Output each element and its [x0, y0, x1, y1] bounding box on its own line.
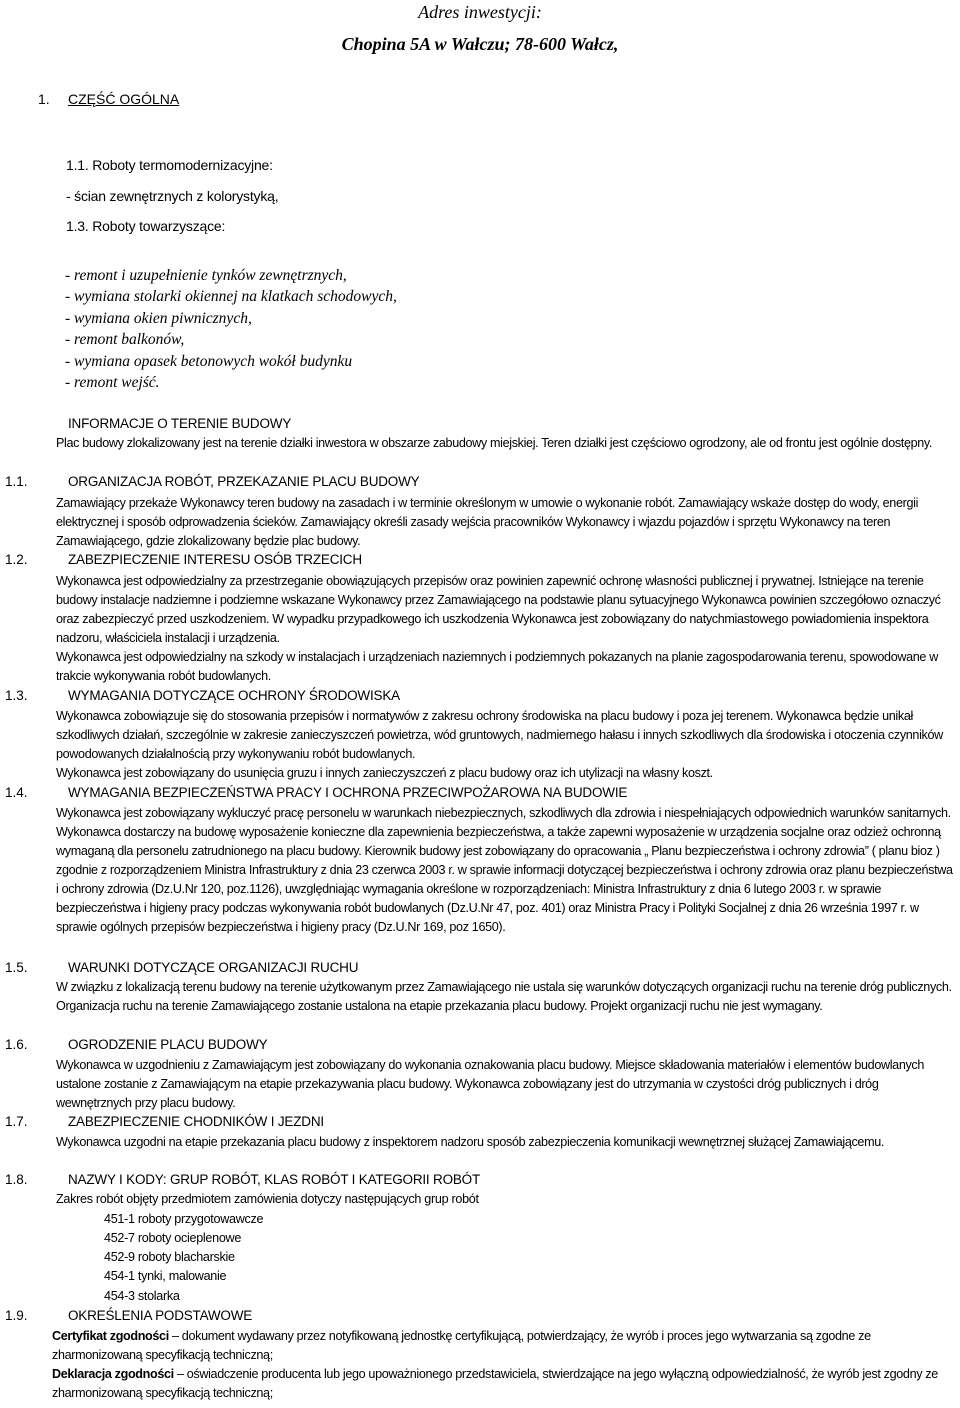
- section-text: Wykonawca uzgodni na etapie przekazania placu budowy z inspektorem nadzoru sposób zabezpieczenia komunikacji wewnętrznej służącej Zamawiającemu.: [56, 1135, 885, 1149]
- section-number: 1.1.: [5, 474, 28, 489]
- section-number: 1.7.: [5, 1114, 28, 1129]
- section-title: WYMAGANIA BEZPIECZEŃSTWA PRACY I OCHRONA PRZECIWPOŻAROWA NA BUDOWIE: [68, 785, 628, 800]
- definition-term: Certyfikat zgodności: [52, 1329, 169, 1343]
- definition-item: [52, 1327, 956, 1365]
- list-item: - remont i uzupełnienie tynków zewnętrznych,: [65, 267, 347, 284]
- section-title: WARUNKI DOTYCZĄCE ORGANIZACJI RUCHU: [68, 960, 359, 975]
- list-item: - wymiana okien piwnicznych,: [65, 309, 252, 327]
- definition-text: – oświadczenie producenta lub jego upoważnionego przedstawiciela, stwierdzające na jego wyłączną odpowiedzialność, że wyrób jest zgodny ze zharmonizowaną specyfikacją techniczną;: [52, 1367, 938, 1400]
- section-title: WYMAGANIA DOTYCZĄCE OCHRONY ŚRODOWISKA: [68, 688, 400, 703]
- part-heading-number: 1.: [38, 91, 50, 107]
- section-title: ORGANIZACJA ROBÓT, PRZEKAZANIE PLACU BUDOWY: [68, 474, 420, 489]
- code-item: 452-7 roboty ocieplenowe: [104, 1231, 242, 1245]
- code-item: 454-3 stolarka: [104, 1289, 180, 1303]
- section-text: Wykonawca jest odpowiedzialny za przestrzeganie obowiązujących przepisów oraz powinien zapewnić ochronę własności publicznej i prywatnej. Istniejące na terenie budowy instalacje nadziemne i podziemne wskazane Wykonawcy przez Zamawiającego na podstawie planu sytuacyjnego Wykonawca powinien szczegółowo oznaczyć oraz zabezpieczyć przed uszkodzeniem. W wypadku przypadkowego ich uszkodzenia Wykonawca jest zobowiązany do natychmiastowego powiadomienia inspektora nadzoru, właściciela instalacji i urządzenia. Wykonawca jest odpowiedzialny na szkody w instalacjach i urządzeniach naziemnych i podziemnych pokazanych na planie zagospodarowania terenu, spowodowane w trakcie wykonywania robót budowlanych.: [56, 574, 941, 683]
- info-title: INFORMACJE O TERENIE BUDOWY: [68, 416, 292, 431]
- section-number: 1.4.: [5, 785, 28, 800]
- section-number: 1.9.: [5, 1308, 28, 1323]
- section-title: OKREŚLENIA PODSTAWOWE: [68, 1308, 253, 1323]
- code-item: 452-9 roboty blacharskie: [104, 1250, 235, 1264]
- section-text: Wykonawca zobowiązuje się do stosowania przepisów i normatywów z zakresu ochrony środowiska na placu budowy i poza jej terenem. Wykonawca będzie unikał szkodliwych działań, szczególnie w zakresie zanieczyszczeń powietrza, wód gruntowych, nadmiernego hałasu i innych szkodliwych dla środowiska i otoczenia czynników powodowanych działalnością przy wykonywaniu robót budowlanych. Wykonawca jest zobowiązany do usunięcia gruzu i innych zanieczyszczeń z placu budowy oraz ich utylizacji na własny koszt.: [56, 709, 943, 780]
- definitions: [52, 1327, 956, 1403]
- section-title: OGRODZENIE PLACU BUDOWY: [68, 1037, 268, 1052]
- works-list: [65, 265, 397, 393]
- definition-item: [52, 1365, 956, 1403]
- section-text: Wykonawca jest zobowiązany wykluczyć pracę personelu w warunkach niebezpiecznych, szkodliwych dla zdrowia i niespełniających odpowiednich warunków sanitarnych. Wykonawca dostarczy na budowę wyposażenie konieczne dla zapewnienia bezpieczeństwa, a także zapewni wyposażenie w urządzenia socjalne oraz odzież ochronną wymaganą dla personelu zatrudnionego na placu budowy. Kierownik budowy jest zobowiązany do opracowania „ Planu bezpieczeństwa i ochrony zdrowia” ( planu bioz ) zgodnie z rozporządzeniem Ministra Infrastruktury z dnia 23 czerwca 2003 r. w sprawie informacji dotyczącej bezpieczeństwa i ochrony zdrowia oraz planu bezpieczeństwa i ochrony zdrowia (Dz.U.Nr 120, poz.1126), uwzględniając wymagania określone w rozporządzeniach: Ministra Infrastruktury z dnia 6 lutego 2003 r. w sprawie bezpieczeństwa i higieny pracy podczas wykonywania robót budowlanych (Dz.U.Nr 47, poz. 401) oraz Ministra Pracy i Polityki Socjalnej z dnia 26 września 1997 r. w sprawie ogólnych przepisów bezpieczeństwa i higieny pracy (Dz.U.Nr 169, poz 1650).: [56, 806, 953, 934]
- info-text: Plac budowy zlokalizowany jest na terenie działki inwestora w obszarze zabudowy miejskiej. Teren działki jest częściowo ogrodzony, ale od frontu jest ogólnie dostępny.: [56, 436, 933, 450]
- list-item: - wymiana stolarki okiennej na klatkach schodowych,: [65, 288, 397, 306]
- section-text: Zamawiający przekaże Wykonawcy teren budowy na zasadach i w terminie określonym w umowie o wykonanie robót. Zamawiający wskaże dostęp do wody, energii elektrycznej i sposób odprowadzenia ścieków. Zamawiający określi zasady wejścia pracowników Wykonawcy i wjazdu pojazdów i sprzętu Wykonawcy na teren Zamawiającego, gdzie zlokalizowany będzie plac budowy.: [56, 496, 919, 548]
- section-number: 1.2.: [5, 552, 28, 567]
- subheading-1-1: 1.1. Roboty termomodernizacyjne:: [66, 157, 273, 173]
- subheading-1-1-item: - ścian zewnętrznych z kolorystyką,: [66, 188, 279, 204]
- code-item: 451-1 roboty przygotowawcze: [104, 1212, 264, 1226]
- address-value: Chopina 5A w Wałczu; 78-600 Wałcz,: [341, 34, 619, 54]
- list-item: - remont wejść.: [65, 374, 160, 392]
- definition-text: – dokument wydawany przez notyfikowaną jednostkę certyfikującą, potwierdzający, że wyrób i proces jego wytwarzania są zgodne ze zharmonizowaną specyfikacją techniczną;: [52, 1329, 871, 1362]
- section-number: 1.5.: [5, 960, 28, 975]
- subheading-1-3: 1.3. Roboty towarzyszące:: [66, 218, 226, 234]
- section-number: 1.3.: [5, 688, 28, 703]
- list-item: - wymiana opasek betonowych wokół budynku: [65, 352, 353, 370]
- section-title: ZABEZPIECZENIE INTERESU OSÓB TRZECICH: [68, 552, 362, 567]
- part-heading-title: CZĘŚĆ OGÓLNA: [68, 91, 180, 107]
- section-title: NAZWY I KODY: GRUP ROBÓT, KLAS ROBÓT I KATEGORII ROBÓT: [68, 1172, 481, 1187]
- section-title: ZABEZPIECZENIE CHODNIKÓW I JEZDNI: [68, 1114, 324, 1129]
- section-number: 1.8.: [5, 1172, 28, 1187]
- definition-term: Deklaracja zgodności: [52, 1367, 174, 1381]
- section-text: Wykonawca w uzgodnieniu z Zamawiającym jest zobowiązany do wykonania oznakowania placu budowy. Miejsce składowania materiałów i elementów budowlanych ustalone zostanie z Zamawiającym na etapie przekazywania placu budowy. Wykonawca zobowiązany jest do utrzymania w czystości dróg publicznych i dróg wewnętrznych przy placu budowy.: [56, 1058, 925, 1110]
- section-intro: Zakres robót objęty przedmiotem zamówienia dotyczy następujących grup robót: [56, 1192, 479, 1206]
- section-number: 1.6.: [5, 1037, 28, 1052]
- code-item: 454-1 tynki, malowanie: [104, 1269, 227, 1283]
- address-label: Adres inwestycji:: [418, 2, 542, 22]
- list-item: - remont balkonów,: [65, 331, 185, 349]
- section-text: W związku z lokalizacją terenu budowy na terenie użytkowanym przez Zamawiającego nie ustala się warunków dotyczących organizacji ruchu na terenie dróg publicznych. Organizacja ruchu na terenie Zamawiającego zostanie ustalona na etapie przekazania placu budowy. Projekt organizacji ruchu nie jest wymagany.: [56, 980, 952, 1013]
